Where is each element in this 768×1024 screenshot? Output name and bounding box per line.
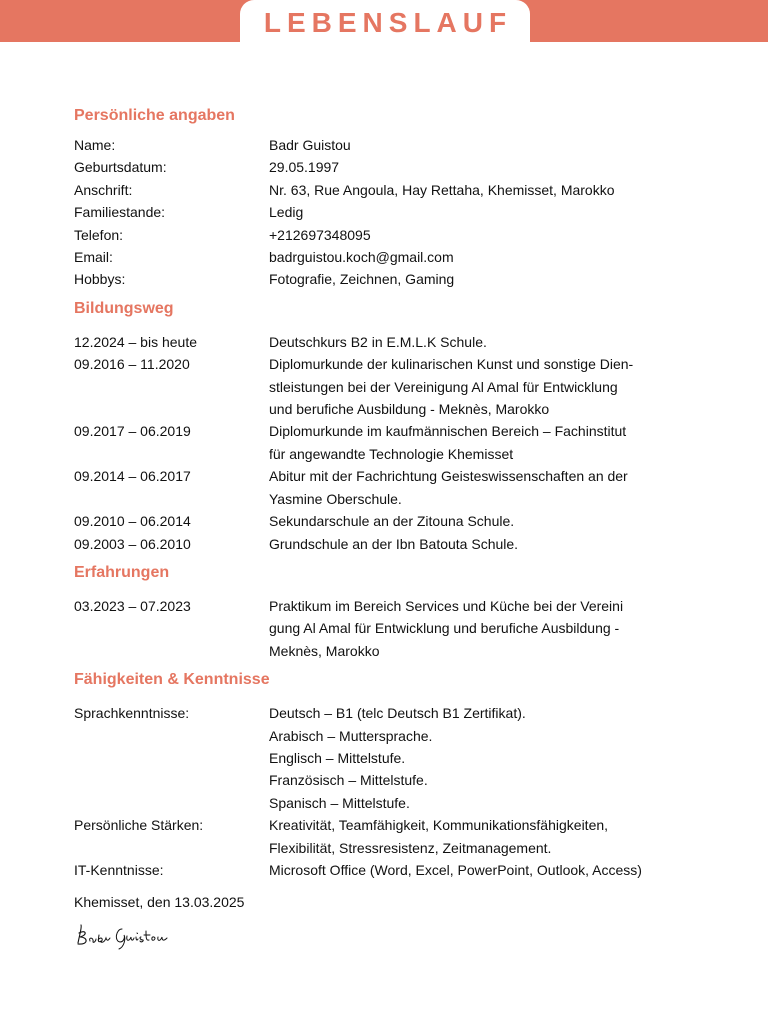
education-description bbox=[269, 420, 694, 465]
description-line: Kreativität, Teamfähigkeit, Kommunikationsfähigkeiten, bbox=[269, 817, 609, 834]
personal-heading: Persönliche angaben bbox=[74, 107, 235, 124]
description-line: Flexibilität, Stressresistenz, Zeitmanagement. bbox=[269, 839, 552, 856]
education-entry bbox=[74, 331, 694, 353]
education-heading: Bildungsweg bbox=[74, 299, 174, 317]
personal-label: Telefon: bbox=[74, 226, 124, 243]
personal-value: Fotografie, Zeichnen, Gaming bbox=[269, 271, 455, 288]
description-line: Diplomurkunde der kulinarischen Kunst und sonstige Dien- bbox=[269, 356, 634, 373]
description-line: Microsoft Office (Word, Excel, PowerPoint, Outlook, Access) bbox=[269, 861, 642, 878]
spacer bbox=[74, 583, 694, 595]
skills-label: IT-Kenntnisse: bbox=[74, 861, 164, 878]
education-entry bbox=[74, 420, 694, 465]
skills-label: Sprachkenntnisse: bbox=[74, 705, 190, 722]
education-description bbox=[269, 353, 694, 420]
personal-value: Nr. 63, Rue Angoula, Hay Rettaha, Khemisset, Marokko bbox=[269, 181, 615, 198]
signature-drawing bbox=[74, 919, 174, 953]
description-line: Meknès, Marokko bbox=[269, 642, 380, 659]
description-line: Praktikum im Bereich Services und Küche bei der Vereini bbox=[269, 597, 624, 614]
experience-entry bbox=[74, 595, 694, 662]
handwritten-signature bbox=[74, 919, 194, 953]
description-line: Sekundarschule an der Zitouna Schule. bbox=[269, 513, 515, 530]
spacer bbox=[74, 555, 694, 563]
spacer bbox=[74, 291, 694, 299]
description-line: Spanisch – Mittelstufe. bbox=[269, 794, 410, 811]
education-entry bbox=[74, 533, 694, 555]
spacer bbox=[74, 126, 694, 134]
education-date: 12.2024 – bis heute bbox=[74, 333, 197, 350]
personal-row-email bbox=[74, 246, 694, 268]
skills-list bbox=[74, 702, 694, 881]
education-entry bbox=[74, 465, 694, 510]
personal-row-hobbies bbox=[74, 268, 694, 290]
description-line: Grundschule an der Ibn Batouta Schule. bbox=[269, 535, 519, 552]
title-tab bbox=[240, 0, 530, 46]
spacer bbox=[74, 662, 694, 670]
skills-heading: Fähigkeiten & Kenntnisse bbox=[74, 671, 270, 689]
personal-value: badrguistou.koch@gmail.com bbox=[269, 249, 454, 266]
education-description bbox=[269, 331, 694, 353]
education-date: 09.2003 – 06.2010 bbox=[74, 535, 191, 552]
skills-entry-it bbox=[74, 859, 694, 881]
personal-row-birthdate bbox=[74, 156, 694, 178]
description-line: Deutschkurs B2 in E.M.L.K Schule. bbox=[269, 333, 487, 350]
description-line: Englisch – Mittelstufe. bbox=[269, 749, 406, 766]
description-line: Deutsch – B1 (telc Deutsch B1 Zertifikat). bbox=[269, 705, 526, 722]
personal-value: Badr Guistou bbox=[269, 137, 351, 153]
personal-value: 29.05.1997 bbox=[269, 159, 340, 176]
skills-description bbox=[269, 814, 694, 859]
education-date: 09.2017 – 06.2019 bbox=[74, 423, 191, 440]
experience-list bbox=[74, 595, 694, 662]
place-date: Khemisset, den 13.03.2025 bbox=[74, 894, 245, 911]
skills-description bbox=[269, 702, 694, 814]
personal-value: +212697348095 bbox=[269, 226, 371, 243]
description-line: Arabisch – Muttersprache. bbox=[269, 727, 433, 744]
description-line: Yasmine Oberschule. bbox=[269, 490, 402, 507]
personal-list bbox=[74, 134, 694, 291]
education-list bbox=[74, 331, 694, 555]
spacer bbox=[74, 319, 694, 331]
description-line: Französisch – Mittelstufe. bbox=[269, 772, 428, 789]
personal-label: Anschrift: bbox=[74, 181, 133, 198]
personal-label: Familiestande: bbox=[74, 204, 166, 221]
document-title: LEBENSLAUF bbox=[263, 7, 513, 38]
skills-entry-strengths bbox=[74, 814, 694, 859]
description-line: gung Al Amal für Entwicklung und berufiche Ausbildung - bbox=[269, 620, 620, 637]
education-date: 09.2010 – 06.2014 bbox=[74, 513, 191, 530]
education-date: 09.2014 – 06.2017 bbox=[74, 468, 191, 485]
experience-description bbox=[269, 595, 694, 662]
personal-label: Geburtsdatum: bbox=[74, 159, 167, 176]
description-line: Diplomurkunde im kaufmännischen Bereich – Fachinstitut bbox=[269, 423, 627, 440]
personal-value: Ledig bbox=[269, 204, 304, 221]
education-description bbox=[269, 465, 694, 510]
description-line: Abitur mit der Fachrichtung Geisteswissenschaften an der bbox=[269, 468, 628, 485]
cv-content bbox=[74, 106, 694, 953]
experience-date: 03.2023 – 07.2023 bbox=[74, 597, 191, 614]
skills-description bbox=[269, 859, 694, 881]
personal-label: Hobbys: bbox=[74, 271, 126, 288]
personal-row-address bbox=[74, 179, 694, 201]
experience-heading: Erfahrungen bbox=[74, 563, 170, 581]
skills-label: Persönliche Stärken: bbox=[74, 817, 204, 834]
description-line: stleistungen bei der Vereinigung Al Amal für Entwicklung bbox=[269, 378, 618, 395]
education-description bbox=[269, 533, 694, 555]
spacer bbox=[74, 690, 694, 702]
education-description bbox=[269, 510, 694, 532]
education-date: 09.2016 – 11.2020 bbox=[74, 356, 190, 373]
education-entry bbox=[74, 353, 694, 420]
personal-row-marital-status bbox=[74, 201, 694, 223]
personal-label: Name: bbox=[74, 137, 116, 153]
skills-entry-languages bbox=[74, 702, 694, 814]
personal-row-phone bbox=[74, 224, 694, 246]
education-entry bbox=[74, 510, 694, 532]
description-line: und berufiche Ausbildung - Meknès, Marokko bbox=[269, 401, 550, 418]
description-line: für angewandte Technologie Khemisset bbox=[269, 445, 514, 462]
personal-row-name bbox=[74, 134, 694, 156]
personal-label: Email: bbox=[74, 249, 113, 266]
